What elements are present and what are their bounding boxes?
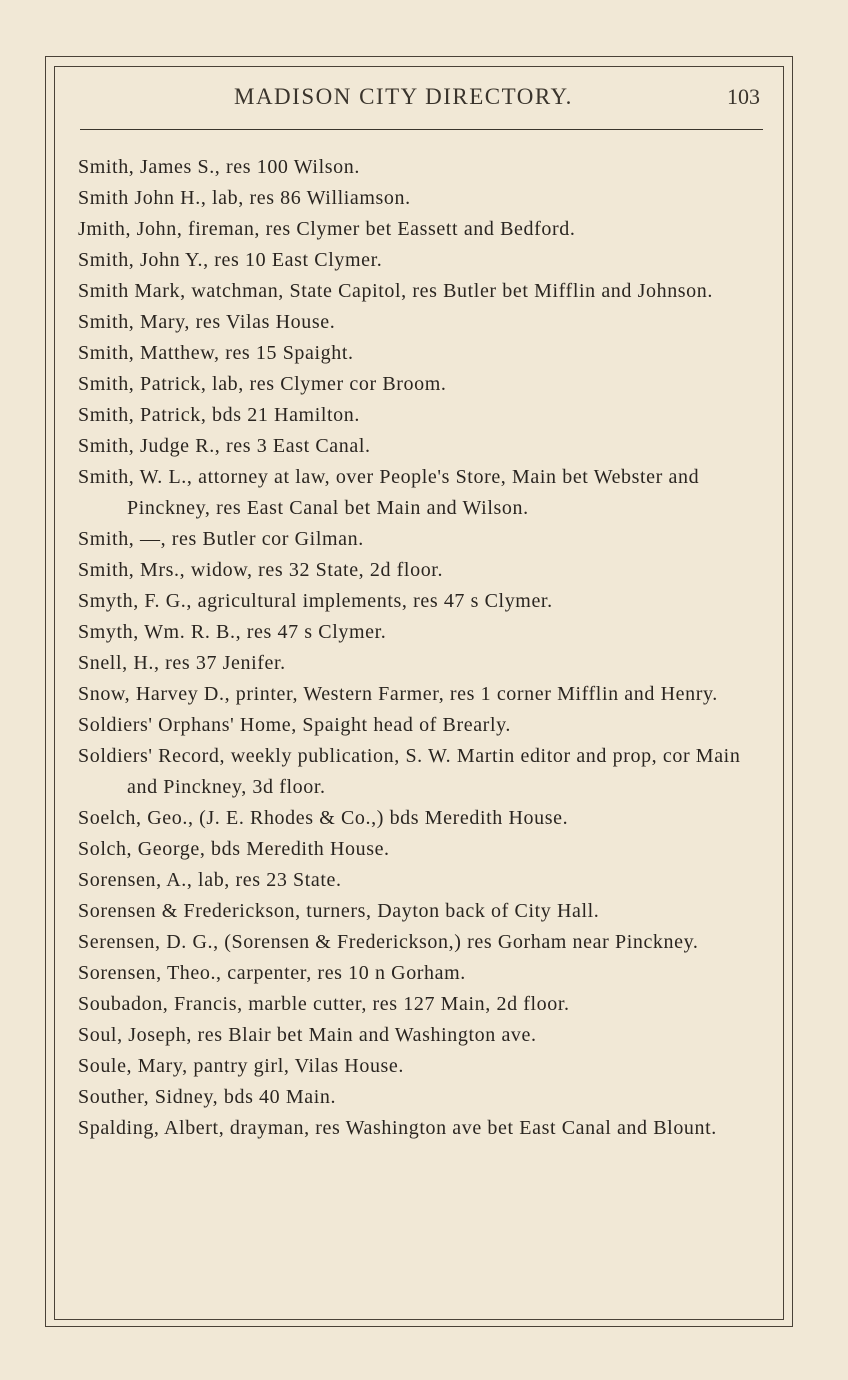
directory-entry: Smith, James S., res 100 Wilson. bbox=[78, 156, 360, 178]
directory-entry: Smith, Mrs., widow, res 32 State, 2d floor. bbox=[78, 559, 444, 581]
directory-entry: Snell, H., res 37 Jenifer. bbox=[78, 652, 286, 674]
directory-entry: Smith Mark, watchman, State Capitol, res Butler bet Mifflin and Johnson. bbox=[78, 280, 713, 302]
directory-entry: Soldiers' Record, weekly publication, S. W. Martin editor and prop, cor Main and Pinckney, 3d floor. bbox=[78, 745, 741, 798]
outer-top-rule bbox=[45, 56, 793, 57]
directory-entry: Smyth, F. G., agricultural implements, res 47 s Clymer. bbox=[78, 590, 553, 612]
directory-entry: Smith, —, res Butler cor Gilman. bbox=[78, 528, 364, 550]
directory-entry: Soule, Mary, pantry girl, Vilas House. bbox=[78, 1055, 405, 1077]
directory-entry: Sorensen, Theo., carpenter, res 10 n Gorham. bbox=[78, 962, 466, 984]
directory-entry: Soubadon, Francis, marble cutter, res 127 Main, 2d floor. bbox=[78, 993, 570, 1015]
directory-entry: Spalding, Albert, drayman, res Washington ave bet East Canal and Blount. bbox=[78, 1117, 717, 1139]
directory-entry: Snow, Harvey D., printer, Western Farmer, res 1 corner Mifflin and Henry. bbox=[78, 683, 718, 705]
outer-bottom-rule bbox=[45, 1326, 793, 1327]
directory-entry: Souther, Sidney, bds 40 Main. bbox=[78, 1086, 337, 1108]
directory-entry: Smith, Patrick, lab, res Clymer cor Broom. bbox=[78, 373, 447, 395]
page-number: 103 bbox=[727, 84, 760, 109]
directory-entry: Jmith, John, fireman, res Clymer bet Eassett and Bedford. bbox=[78, 218, 576, 240]
directory-entry: Smith, John Y., res 10 East Clymer. bbox=[78, 249, 383, 271]
directory-entry: Smith, Patrick, bds 21 Hamilton. bbox=[78, 404, 360, 426]
outer-right-rule bbox=[792, 56, 793, 1326]
directory-entry: Soul, Joseph, res Blair bet Main and Washington ave. bbox=[78, 1024, 537, 1046]
directory-entry: Smith, Matthew, res 15 Spaight. bbox=[78, 342, 354, 364]
header-rule bbox=[80, 129, 763, 130]
directory-entry: Serensen, D. G., (Sorensen & Frederickson,) res Gorham near Pinckney. bbox=[78, 931, 699, 953]
directory-entry: Smith John H., lab, res 86 Williamson. bbox=[78, 187, 411, 209]
directory-entry: Smyth, Wm. R. B., res 47 s Clymer. bbox=[78, 621, 387, 643]
outer-left-rule bbox=[45, 56, 46, 1326]
directory-entry: Soelch, Geo., (J. E. Rhodes & Co.,) bds Meredith House. bbox=[78, 807, 569, 829]
directory-entries bbox=[78, 152, 768, 1144]
directory-entry: Sorensen, A., lab, res 23 State. bbox=[78, 869, 342, 891]
directory-entry: Smith, Mary, res Vilas House. bbox=[78, 311, 336, 333]
directory-entry: Sorensen & Frederickson, turners, Dayton back of City Hall. bbox=[78, 900, 600, 922]
directory-entry: Smith, W. L., attorney at law, over People's Store, Main bet Webster and Pinckney, res East Canal bet Main and Wilson. bbox=[78, 466, 700, 519]
directory-entry: Soldiers' Orphans' Home, Spaight head of Brearly. bbox=[78, 714, 512, 736]
directory-entry: Smith, Judge R., res 3 East Canal. bbox=[78, 435, 371, 457]
running-title: MADISON CITY DIRECTORY. bbox=[234, 84, 573, 109]
directory-entry: Solch, George, bds Meredith House. bbox=[78, 838, 390, 860]
